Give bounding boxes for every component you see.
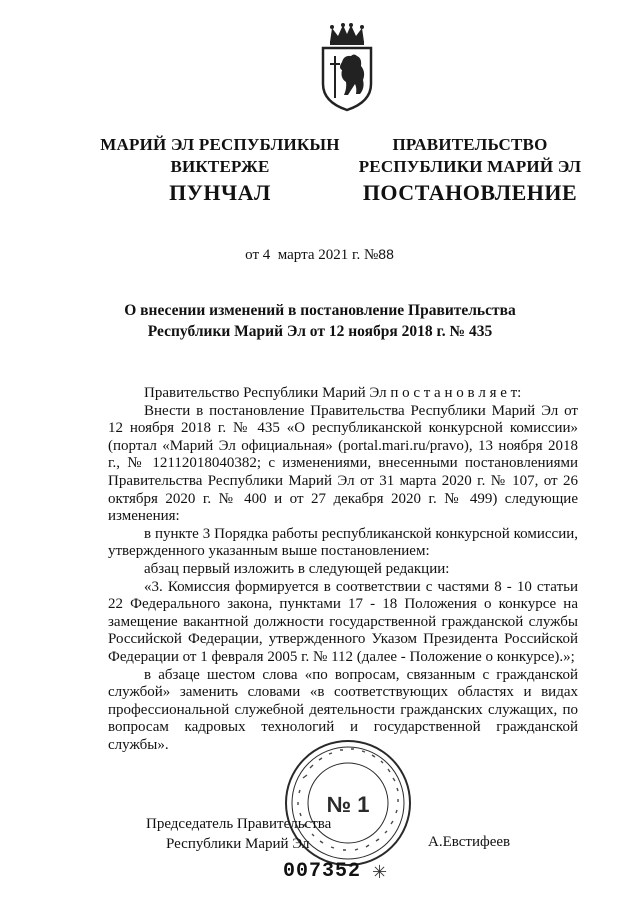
date-day: 4 <box>262 247 271 263</box>
header-right-title: ПОСТАНОВЛЕНИЕ <box>362 180 578 205</box>
signature-block <box>146 814 331 854</box>
date-line <box>0 246 639 264</box>
header-left-line2: ВИКТЕРЖЕ <box>170 157 270 176</box>
paragraph-5: «3. Комиссия формируется в соответствии с частями 8 - 10 статьи 22 Федерального закона, пунктами 17 - 18 Положения о конкурсе на замещение вакантной должности государственной гражданской службы Российской Федерации, утвержденного Указом Президента Российской Федерации от 1 февраля 2005 г. № 112 (далее - Положение о конкурсе).»; <box>108 578 578 665</box>
title-line1: О внесении изменений в постановление Правительства <box>124 302 516 319</box>
header-left-line1: МАРИЙ ЭЛ РЕСПУБЛИКЫН <box>100 135 340 154</box>
date-prefix: от <box>245 247 259 263</box>
star-mark-icon: ✳ <box>372 862 388 882</box>
paragraph-2: Внести в постановление Правительства Республики Марий Эл от 12 ноября 2018 г. № 435 «О республиканской конкурсной комиссии» (портал «Марий Эл официальная» (portal.mari.ru/pravo), 13 ноября 2018 г., № 12112018040382; с изменениями, внесенными постановлениями Правительства Республики Марий Эл от 31 марта 2020 г. № 107, от 26 октября 2020 г. № 400 и от 27 декабря 2020 г. № 499) следующие изменения: <box>108 402 578 525</box>
header-right-line1: ПРАВИТЕЛЬСТВО <box>392 135 548 154</box>
document-body <box>108 385 578 754</box>
title-line2: Республики Марий Эл от 12 ноября 2018 г. № 435 <box>147 323 493 340</box>
header-left-title: ПУНЧАЛ <box>169 180 271 205</box>
paragraph-4: абзац первый изложить в следующей редакции: <box>144 560 450 577</box>
coat-of-arms-icon <box>318 22 376 112</box>
date-number: 88 <box>378 246 394 262</box>
signature-position-line2: Республики Марий Эл <box>166 836 310 852</box>
paragraph-1: Правительство Республики Марий Эл п о с т а н о в л я е т: <box>144 385 522 401</box>
date-rest: марта 2021 г. № <box>277 247 379 263</box>
signatory-name: А.Евстифеев <box>428 834 511 850</box>
document-title <box>100 300 540 342</box>
document-serial-number: 007352 <box>283 860 362 883</box>
signature-position-line1: Председатель Правительства <box>146 816 332 832</box>
seal-number: № 1 <box>326 792 370 817</box>
header-right-line2: РЕСПУБЛИКИ МАРИЙ ЭЛ <box>358 157 582 176</box>
paragraph-6: в абзаце шестом слова «по вопросам, связанным с гражданской службой» заменить словами «в соответствующих областях и видах профессиональной служебной деятельности гражданских служащих, по вопросам кадровых технологий и государственной гражданской службы». <box>108 666 578 753</box>
paragraph-3: в пункте 3 Порядка работы республиканской конкурсной комиссии, утвержденного указанным выше постановлением: <box>108 525 578 560</box>
